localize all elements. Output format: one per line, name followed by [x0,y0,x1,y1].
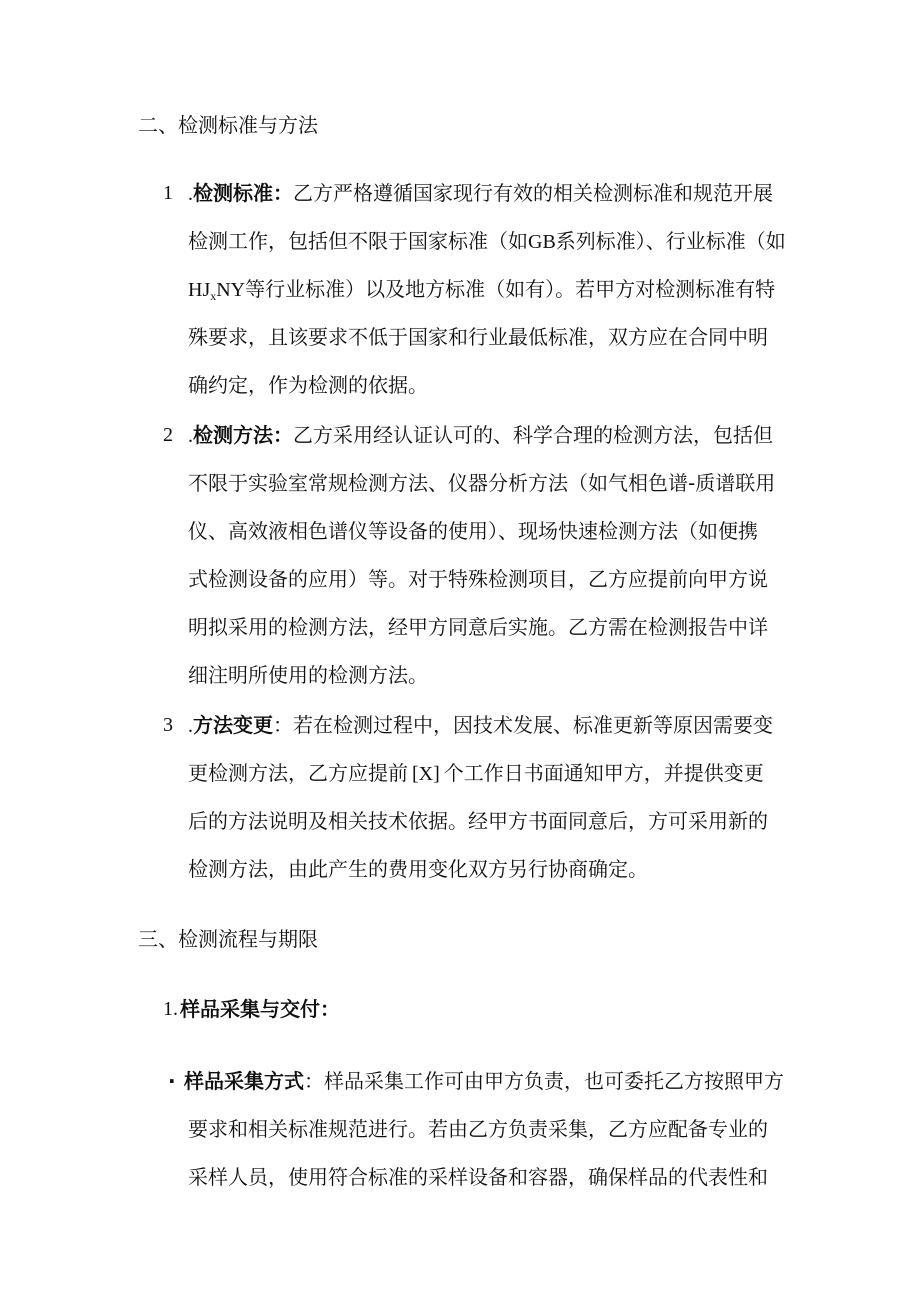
hj-subscript: x [210,289,217,303]
bullet-label: 样品采集方式 [184,1069,304,1093]
bullet-dot: · [168,1069,176,1093]
item-3-line-2: 更检测方法，乙方应提前 [X] 个工作日书面通知甲方，并提供变更 [188,761,764,785]
item-1-line-1: .检测标准：乙方严格遵循国家现行有效的相关检测标准和规范开展 [188,181,773,205]
bullet-line-3: 采样人员，使用符合标准的采样设备和容器，确保样品的代表性和 [188,1165,768,1189]
section-2-heading: 二、检测标准与方法 [138,113,318,137]
hj-code: HJ [188,279,211,301]
item-2-line-5: 明拟采用的检测方法，经甲方同意后实施。乙方需在检测报告中详 [188,615,768,639]
days-placeholder: [X] [412,763,440,785]
item-2-number: 2 [163,424,173,446]
ny-code: NY [216,279,246,301]
gb-code: GB [528,231,556,253]
item-2-line-3: 仪、高效液相色谱仪等设备的使用）、现场快速检测方法（如便携 [188,519,758,543]
item-2-line-6: 细注明所使用的检测方法。 [188,663,428,687]
item-1-line-4: 殊要求，且该要求不低于国家和行业最低标准，双方应在合同中明 [188,325,768,349]
bullet-line-1: 样品采集方式：样品采集工作可由甲方负责，也可委托乙方按照甲方 [184,1069,784,1093]
item-2-line-2: 不限于实验室常规检测方法、仪器分析方法（如气相色谱-质谱联用 [188,471,776,495]
item-3-label: 方法变更 [193,713,273,737]
subsection-1-title: 样品采集与交付： [180,997,340,1021]
bullet-line-2: 要求和相关标准规范进行。若由乙方负责采集，乙方应配备专业的 [188,1117,768,1141]
item-1-line-3: $HJ_xNY$等行业标准）以及地方标准（如有）。若甲方对检测标准有特 [188,277,776,303]
section-3-heading: 三、检测流程与期限 [138,927,318,951]
item-1-label: 检测标准： [193,181,293,205]
item-1-line-2: 检测工作，包括但不限于国家标准（如GB系列标准）、行业标准（如 [188,229,786,253]
item-1-line-5: 确约定，作为检测的依据。 [188,373,428,397]
item-3-line-1: .方法变更：若在检测过程中，因技术发展、标准更新等原因需要变 [188,713,773,737]
item-2-line-1: .检测方法：乙方采用经认证认可的、科学合理的检测方法，包括但 [188,423,773,447]
item-3-line-3: 后的方法说明及相关技术依据。经甲方书面同意后，方可采用新的 [188,809,768,833]
item-1-number: 1 [163,182,173,204]
item-3-number: 3 [163,714,173,736]
item-2-label: 检测方法： [193,423,293,447]
item-3-line-4: 检测方法，由此产生的费用变化双方另行协商确定。 [188,857,648,881]
subsection-1-number: 1. [163,998,178,1020]
item-2-line-4: 式检测设备的应用）等。对于特殊检测项目，乙方应提前向甲方说 [188,567,768,591]
